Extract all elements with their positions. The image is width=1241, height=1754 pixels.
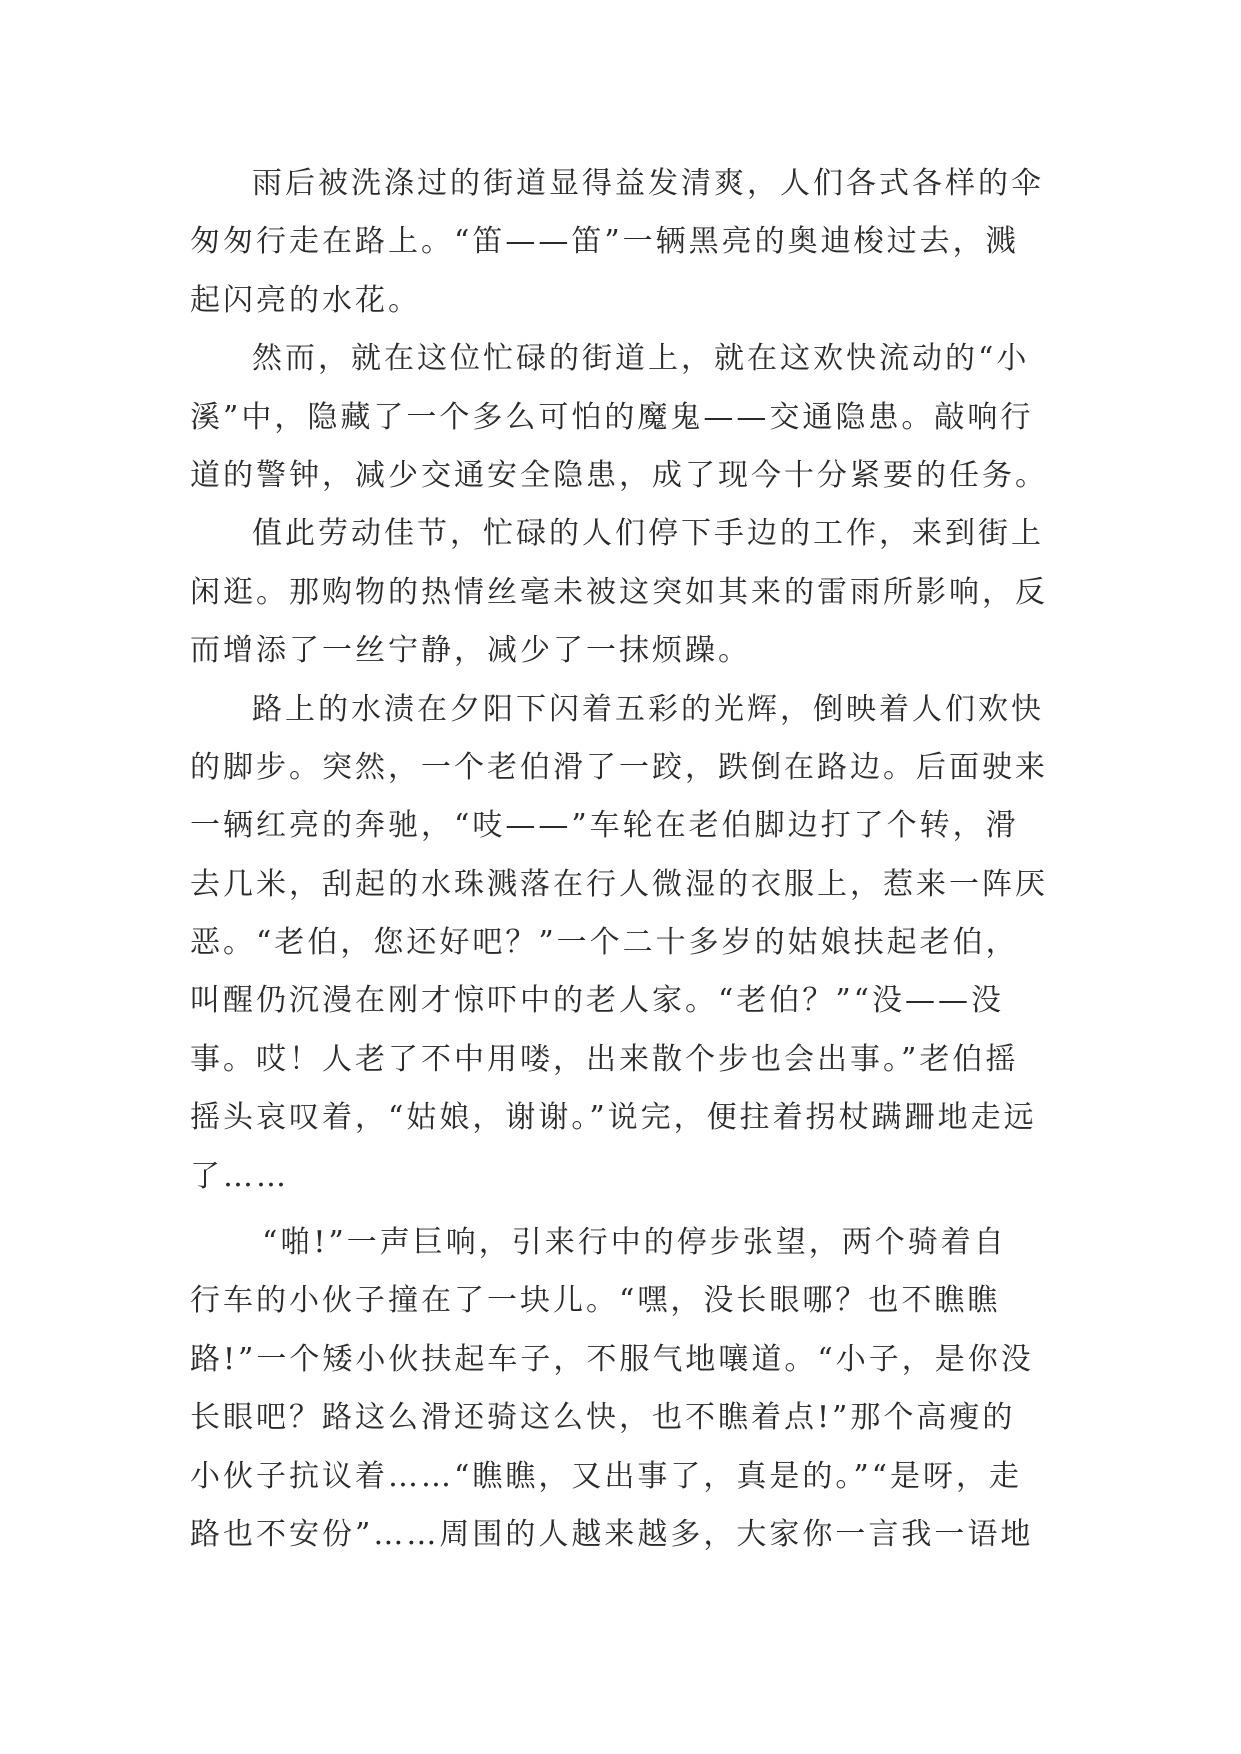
- paragraph-line: 匆匆行走在路上。“笛——笛”一辆黑亮的奥迪梭过去，溅: [190, 224, 1019, 260]
- paragraph-line: 闲逛。那购物的热情丝毫未被这突如其来的雷雨所影响，反: [190, 574, 1048, 610]
- paragraph-line: 道的警钟，减少交通安全隐患，成了现今十分紧要的任务。: [190, 457, 1048, 493]
- paragraph: [190, 505, 1060, 680]
- document-body: [190, 155, 1060, 1564]
- paragraph-line: 值此劳动佳节，忙碌的人们停下手边的工作，来到街上: [252, 516, 1044, 552]
- paragraph-line: 路!”一个矮小伙扶起车子，不服气地嚷道。“小子，是你没: [190, 1341, 1034, 1377]
- paragraph-line: 起闪亮的水花。: [190, 282, 421, 318]
- paragraph-line: 小伙子抗议着……“瞧瞧，又出事了，真是的。”“是呀，走: [190, 1458, 1023, 1494]
- paragraph-line: 去几米，刮起的水珠溅落在行人微湿的衣服上，惹来一阵厌: [190, 866, 1048, 902]
- paragraph-line: 叫醒仍沉漫在刚才惊吓中的老人家。“老伯？”“没——没: [190, 983, 1005, 1019]
- paragraph: [190, 155, 1060, 330]
- paragraph-line: 事。哎！人老了不中用喽，出来散个步也会出事。”老伯摇: [190, 1041, 1019, 1077]
- paragraph-line: 行车的小伙子撞在了一块儿。“嘿，没长眼哪？也不瞧瞧: [190, 1283, 1001, 1319]
- paragraph-line: “啪!”一声巨响，引来行中的停步张望，两个骑着自: [262, 1225, 1007, 1261]
- paragraph-line: 溪”中，隐藏了一个多么可怕的魔鬼——交通隐患。敲响行: [190, 399, 1034, 435]
- paragraph: [190, 1214, 1060, 1564]
- paragraph-line: 了……: [190, 1158, 289, 1194]
- paragraph-line: 路上的水渍在夕阳下闪着五彩的光辉，倒映着人们欢快: [252, 691, 1044, 727]
- paragraph-line: 恶。“老伯，您还好吧？”一个二十多岁的姑娘扶起老伯，: [190, 925, 1019, 961]
- paragraph-spacer: [190, 1206, 1060, 1214]
- paragraph: [190, 330, 1060, 505]
- paragraph-line: 而增添了一丝宁静，减少了一抹烦躁。: [190, 633, 751, 669]
- paragraph-line: 然而，就在这位忙碌的街道上，就在这欢快流动的“小: [252, 341, 1030, 377]
- paragraph: [190, 681, 1060, 1207]
- paragraph-line: 雨后被洗涤过的街道显得益发清爽，人们各式各样的伞: [252, 166, 1044, 201]
- paragraph-line: 摇头哀叹着，“姑娘，谢谢。”说完，便拄着拐杖蹒跚地走远: [190, 1100, 1037, 1136]
- paragraph-line: 一辆红亮的奔驰，“吱——”车轮在老伯脚边打了个转，滑: [190, 808, 1019, 844]
- paragraph-line: 路也不安份”……周围的人越来越多，大家你一言我一语地: [190, 1516, 1034, 1552]
- paragraph-line: 的脚步。突然，一个老伯滑了一跤，跌倒在路边。后面驶来: [190, 749, 1048, 785]
- paragraph-line: 长眼吧？路这么滑还骑这么快，也不瞧着点!”那个高瘦的: [190, 1400, 1016, 1436]
